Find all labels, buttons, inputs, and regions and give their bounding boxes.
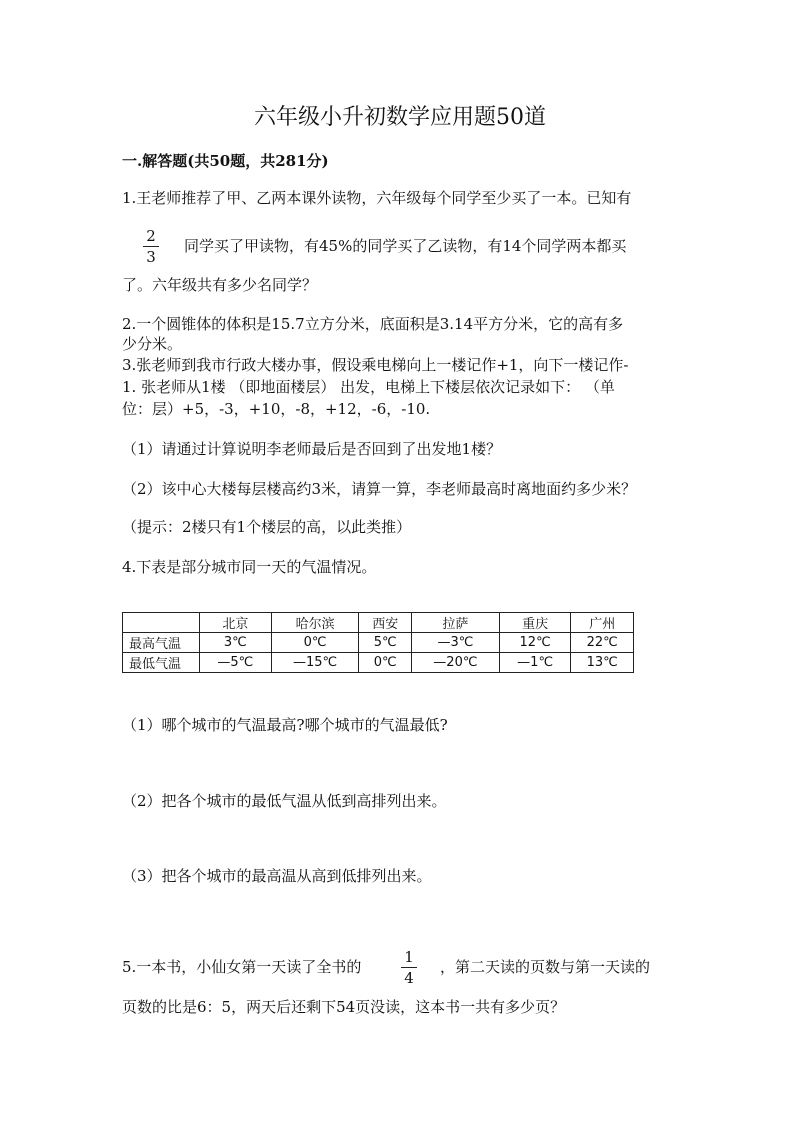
q2-line1: 2.一个圆锥体的体积是15.7立方分米，底面积是3.14平方分米，它的高有多 bbox=[122, 315, 624, 333]
q3-hint: （提示：2楼只有1个楼层的高，以此类推） bbox=[122, 518, 412, 536]
table-cell: 13℃ bbox=[571, 653, 634, 673]
table-row-label: 最低气温 bbox=[123, 653, 200, 673]
table-header-cell bbox=[123, 613, 200, 633]
q1-fraction bbox=[142, 228, 160, 266]
q3-line2: 1. 张老师从1楼 （即地面楼层） 出发，电梯上下楼层依次记录如下： （单 bbox=[122, 378, 615, 396]
table-row bbox=[123, 653, 634, 673]
q3-subquestion-2: （2）该中心大楼每层楼高约3米，请算一算，李老师最高时离地面约多少米？ bbox=[122, 480, 637, 498]
q5-line2: 页数的比是6：5，两天后还剩下54页没读，这本书一共有多少页？ bbox=[122, 998, 566, 1016]
q4-subquestion-1: （1）哪个城市的气温最高?哪个城市的气温最低? bbox=[122, 716, 448, 734]
table-cell: 22℃ bbox=[571, 633, 634, 653]
table-header-cell: 西安 bbox=[359, 613, 412, 633]
page-title: 六年级小升初数学应用题50道 bbox=[254, 105, 546, 130]
table-cell: 0℃ bbox=[271, 633, 359, 653]
table-row bbox=[123, 633, 634, 653]
q4-line1: 4.下表是部分城市同一天的气温情况。 bbox=[122, 558, 377, 576]
q5-fraction-numerator: 1 bbox=[404, 948, 414, 966]
q3-line3: 位：层）+5，-3，+10，-8，+12，-6，-10. bbox=[122, 400, 431, 418]
q1-line1: 1.王老师推荐了甲、乙两本课外读物，六年级每个同学至少买了一本。已知有 bbox=[122, 189, 632, 207]
table-header-cell: 北京 bbox=[200, 613, 272, 633]
table-header-row bbox=[123, 613, 634, 633]
q5-line1b: ，第二天读的页数与第一天读的 bbox=[440, 958, 651, 976]
q2-line2: 少分米。 bbox=[122, 335, 183, 353]
q5-fraction bbox=[400, 949, 418, 987]
table-header-cell: 哈尔滨 bbox=[271, 613, 359, 633]
table-cell: 0℃ bbox=[359, 653, 412, 673]
table-cell: —3℃ bbox=[411, 633, 499, 653]
table-cell: —5℃ bbox=[200, 653, 272, 673]
table-cell: 12℃ bbox=[499, 633, 571, 653]
q4-subquestion-2: （2）把各个城市的最低气温从低到高排列出来。 bbox=[122, 792, 447, 810]
table-cell: 5℃ bbox=[359, 633, 412, 653]
q3-subquestion-1: （1）请通过计算说明李老师最后是否回到了出发地1楼？ bbox=[122, 440, 502, 458]
q1-line3: 了。六年级共有多少名同学？ bbox=[122, 276, 318, 294]
table-cell: —15℃ bbox=[271, 653, 359, 673]
table-header-cell: 拉萨 bbox=[411, 613, 499, 633]
section-heading: 一.解答题(共50题，共281分) bbox=[122, 152, 329, 170]
q4-subquestion-3: （3）把各个城市的最高温从高到低排列出来。 bbox=[122, 867, 432, 885]
q1-fraction-bar bbox=[143, 246, 159, 247]
table-cell: —1℃ bbox=[499, 653, 571, 673]
table-cell: —20℃ bbox=[411, 653, 499, 673]
table-header-cell: 广州 bbox=[571, 613, 634, 633]
q1-line2: 同学买了甲读物，有45%的同学买了乙读物，有14个同学两本都买 bbox=[184, 237, 627, 255]
q1-fraction-numerator: 2 bbox=[146, 227, 156, 245]
table-cell: 3℃ bbox=[200, 633, 272, 653]
table-header-cell: 重庆 bbox=[499, 613, 571, 633]
q3-line1: 3.张老师到我市行政大楼办事，假设乘电梯向上一楼记作+1，向下一楼记作- bbox=[122, 356, 629, 374]
temperature-table bbox=[122, 612, 634, 673]
q5-line1a: 5.一本书，小仙女第一天读了全书的 bbox=[122, 958, 362, 976]
table-row-label: 最高气温 bbox=[123, 633, 200, 653]
q1-fraction-denominator: 3 bbox=[146, 248, 156, 266]
q5-fraction-denominator: 4 bbox=[404, 969, 414, 987]
q5-fraction-bar bbox=[401, 967, 417, 968]
